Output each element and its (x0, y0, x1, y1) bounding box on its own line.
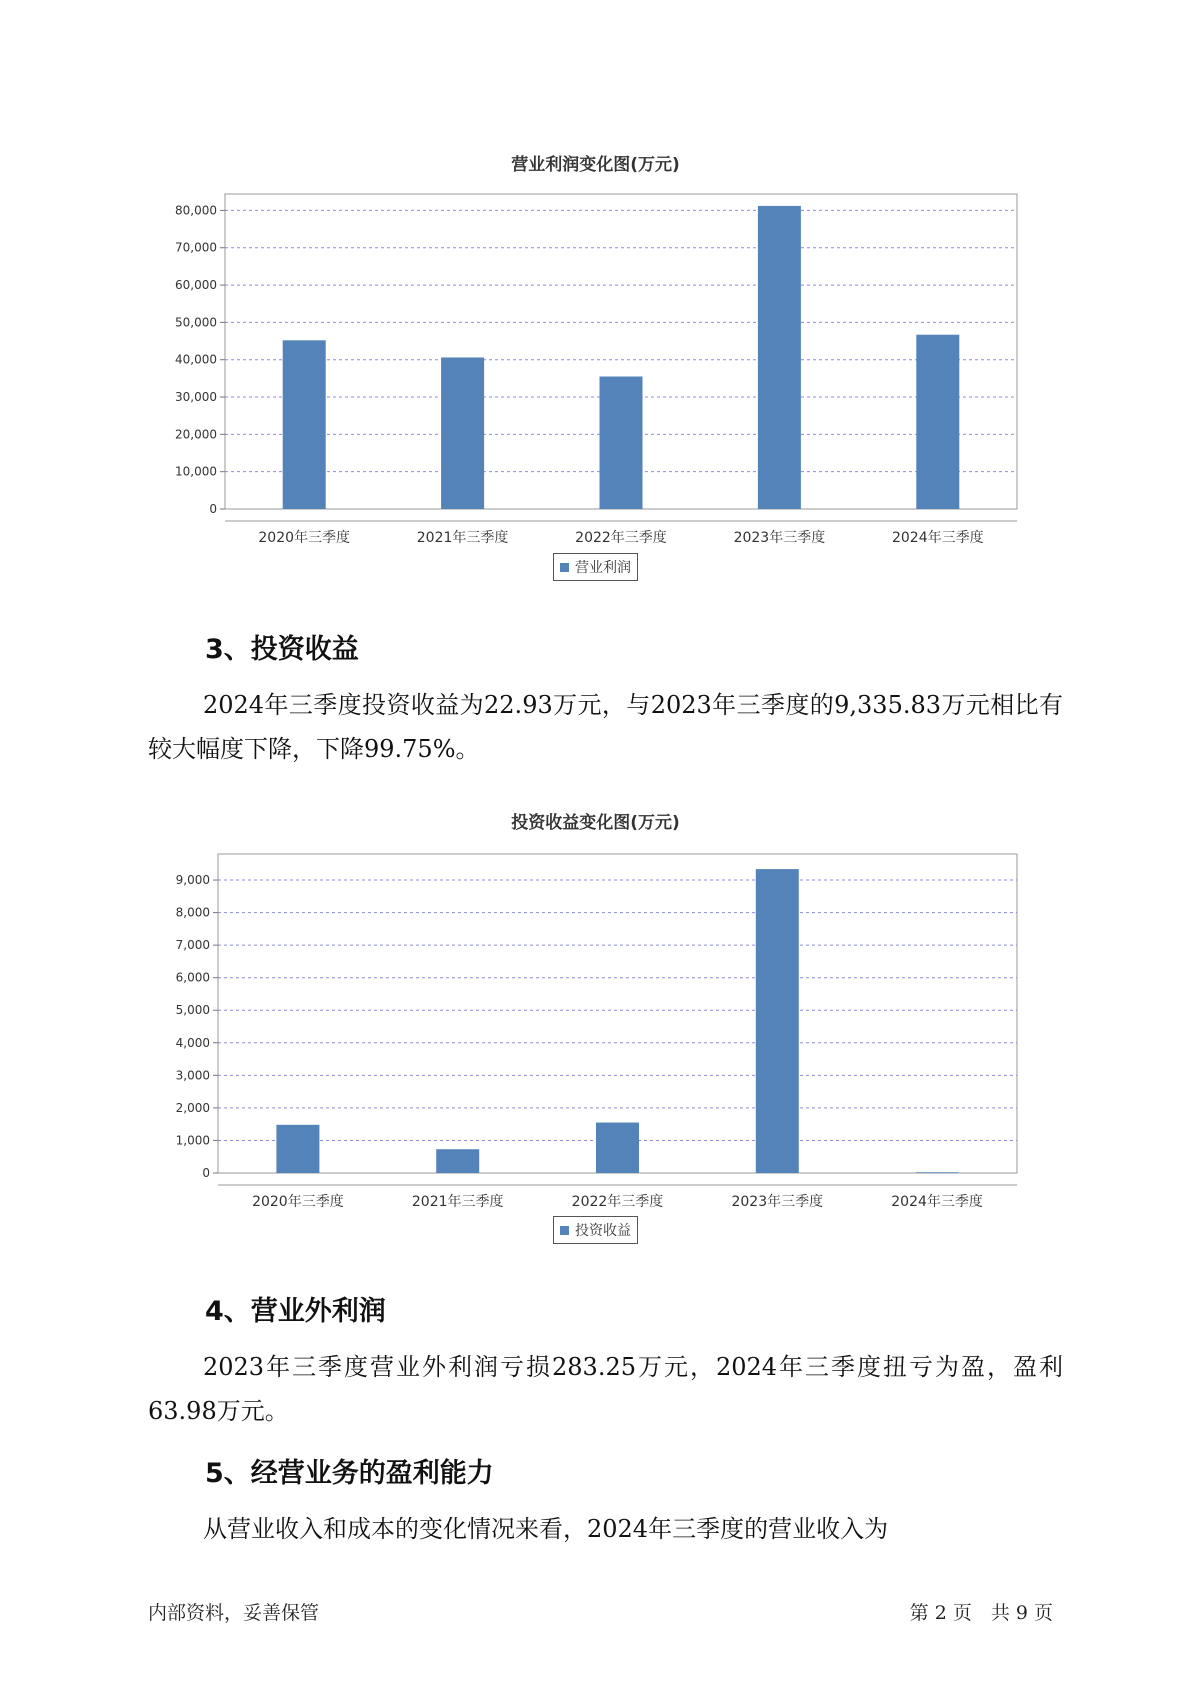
y-tick-label: 40,000 (175, 352, 217, 367)
y-tick-label: 60,000 (175, 278, 217, 293)
chart2-title: 投资收益变化图(万元) (511, 813, 680, 833)
y-tick-label: 7,000 (175, 938, 210, 953)
x-tick-label: 2020年三季度 (258, 530, 351, 546)
y-tick-label: 5,000 (175, 1003, 210, 1018)
section4-heading: 4、营业外利润 (205, 1296, 386, 1327)
legend-swatch-icon (560, 1226, 569, 1235)
chart1-legend-label: 营业利润 (575, 560, 631, 576)
x-tick-label: 2021年三季度 (411, 1194, 504, 1210)
section4-paragraph: 2023年三季度营业外利润亏损283.25万元，2024年三季度扭亏为盈，盈利63.98万元。 (148, 1353, 1063, 1425)
y-tick-label: 9,000 (175, 873, 210, 888)
legend-swatch-icon (560, 563, 569, 572)
x-tick-label: 2022年三季度 (575, 530, 667, 546)
chart1-legend (553, 553, 638, 581)
bar (436, 1149, 479, 1173)
chart1-title: 营业利润变化图(万元) (511, 155, 680, 175)
chart2-legend (553, 1216, 638, 1244)
bar (441, 357, 484, 509)
y-tick-label: 0 (202, 1166, 210, 1180)
section3-heading: 3、投资收益 (205, 634, 359, 665)
x-tick-label: 2023年三季度 (733, 530, 826, 546)
section5-paragraph: 从营业收入和成本的变化情况来看，2024年三季度的营业收入为 (203, 1515, 889, 1543)
y-tick-label: 10,000 (175, 464, 217, 479)
y-tick-label: 3,000 (175, 1068, 210, 1083)
investment-income-chart (0, 830, 1191, 1210)
y-tick-label: 50,000 (175, 315, 217, 330)
bar (758, 206, 801, 509)
bar (596, 1123, 639, 1173)
operating-profit-chart (0, 170, 1191, 565)
y-tick-label: 30,000 (175, 390, 217, 405)
x-tick-label: 2020年三季度 (252, 1194, 344, 1210)
bar (916, 1172, 959, 1173)
section5-heading: 5、经营业务的盈利能力 (205, 1458, 494, 1489)
y-tick-label: 4,000 (175, 1035, 210, 1050)
section3-paragraph: 2024年三季度投资收益为22.93万元，与2023年三季度的9,335.83万元相比有较大幅度下降，下降99.75%。 (148, 691, 1063, 763)
y-tick-label: 2,000 (175, 1100, 210, 1115)
x-tick-label: 2024年三季度 (891, 1194, 983, 1210)
y-tick-label: 80,000 (175, 203, 217, 218)
x-tick-label: 2022年三季度 (571, 1194, 664, 1210)
x-tick-label: 2023年三季度 (731, 1194, 824, 1210)
bar (276, 1125, 319, 1173)
y-tick-label: 70,000 (175, 240, 217, 255)
y-tick-label: 6,000 (175, 970, 210, 985)
y-tick-label: 0 (209, 502, 217, 516)
bar (283, 340, 326, 509)
chart2-legend-label: 投资收益 (575, 1223, 631, 1239)
y-tick-label: 20,000 (175, 427, 217, 442)
y-tick-label: 1,000 (175, 1133, 210, 1148)
y-tick-label: 8,000 (175, 905, 210, 920)
footer-left: 内部资料，妥善保管 (148, 1602, 320, 1624)
bar (600, 377, 643, 509)
footer-page-number: 第 2 页 共 9 页 (909, 1602, 1053, 1624)
bar (916, 335, 959, 509)
bar (756, 869, 799, 1173)
x-tick-label: 2021年三季度 (416, 530, 509, 546)
x-tick-label: 2024年三季度 (891, 530, 984, 546)
